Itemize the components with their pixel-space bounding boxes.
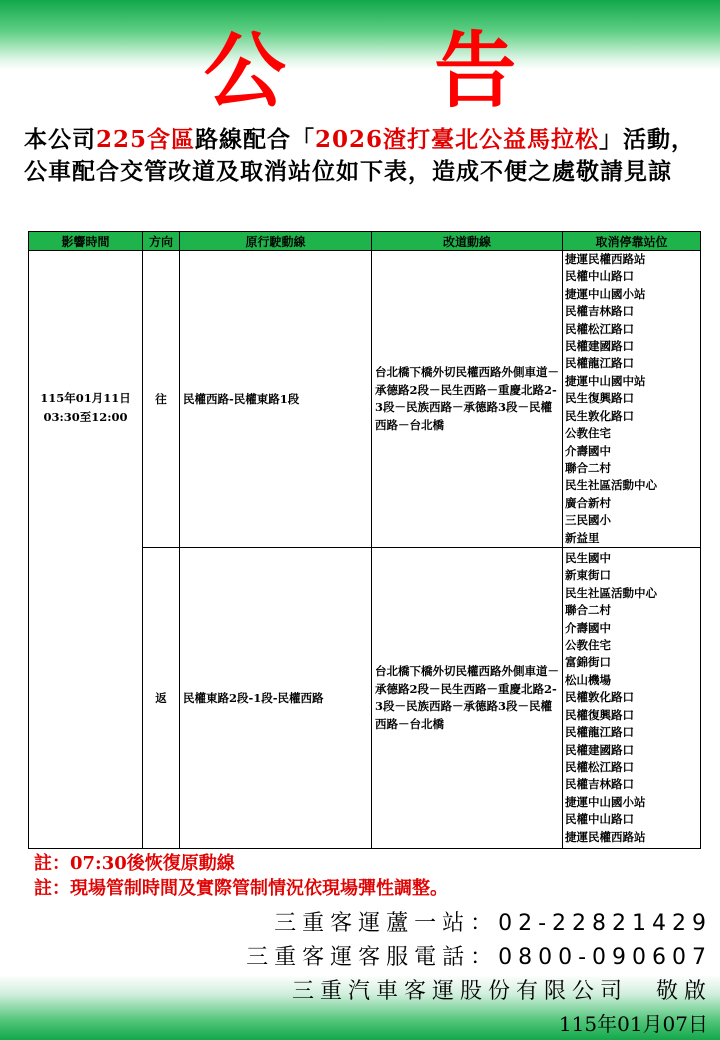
- notice-title: 公 告: [203, 24, 577, 119]
- stop-item: 新東街口: [565, 568, 611, 583]
- intro-event-name: 2026渣打臺北公益馬拉松: [315, 126, 600, 153]
- stop-item: 民生社區活動中心: [565, 478, 657, 493]
- stop-item: 民權建國路口: [565, 339, 634, 354]
- direction-outbound: 往: [143, 251, 180, 548]
- stop-item: 民權復興路口: [565, 707, 634, 722]
- stop-item: 新益里: [565, 530, 600, 545]
- detour-route-outbound: 台北橋下橋外切民權西路外側車道－承德路2段－民生西路－重慶北路2-3段－民族西路－承德路3段－民權西路－台北橋: [372, 251, 563, 548]
- stop-item: 民權中山路口: [565, 812, 634, 827]
- service-phone: 三重客運客服電話：0800-090607: [246, 945, 712, 970]
- station-phone: 三重客運蘆一站：02-22821429: [274, 911, 712, 936]
- stop-item: 松山機場: [565, 672, 611, 687]
- notes-block: [34, 851, 448, 901]
- stop-item: 民權吉林路口: [565, 304, 634, 319]
- issue-date: 115年01月07日: [558, 1012, 708, 1036]
- stop-item: 介壽國中: [565, 443, 611, 458]
- intro-route-count: 225含區: [96, 126, 196, 153]
- affected-hours: 03:30至12:00: [43, 410, 128, 424]
- header-cancelled-stops: 取消停靠站位: [563, 232, 701, 251]
- intro-text-1: 本公司: [24, 126, 96, 153]
- stop-item: 捷運中山國小站: [565, 794, 646, 809]
- stop-item: 民權吉林路口: [565, 777, 634, 792]
- note-item: 註：現場管制時間及實際管制情況依現場彈性調整。: [34, 878, 448, 899]
- stop-item: 民權龍江路口: [565, 725, 634, 740]
- intro-paragraph: [24, 124, 700, 188]
- header-direction: 方向: [143, 232, 180, 251]
- header-detour-route: 改道動線: [372, 232, 563, 251]
- table-header-row: [29, 232, 701, 251]
- stop-item: 民權敦化路口: [565, 690, 634, 705]
- stop-item: 民權龍江路口: [565, 356, 634, 371]
- stop-item: 民生復興路口: [565, 391, 634, 406]
- cancelled-stops-return: [563, 548, 701, 849]
- stop-item: 聯合二村: [565, 460, 611, 475]
- intro-text-2: 路線配合「: [195, 126, 316, 153]
- stop-item: 公教住宅: [565, 426, 611, 441]
- stop-item: 民權建國路口: [565, 742, 634, 757]
- stop-item: 民生敦化路口: [565, 408, 634, 423]
- cancelled-stops-outbound: [563, 251, 701, 548]
- detour-route-return: 台北橋下橋外切民權西路外側車道－承德路2段－民生西路－重慶北路2-3段－民族西路－承德路3段－民權西路－台北橋: [372, 548, 563, 849]
- affected-time-cell: [29, 251, 143, 849]
- company-signature: 三重汽車客運股份有限公司 敬啟: [291, 979, 712, 1004]
- original-route-outbound: 民權西路-民權東路1段: [180, 251, 372, 548]
- header-time: 影響時間: [29, 232, 143, 251]
- stop-item: 捷運中山國中站: [565, 373, 646, 388]
- original-route-return: 民權東路2段-1段-民權西路: [180, 548, 372, 849]
- stop-item: 介壽國中: [565, 620, 611, 635]
- stop-item: 捷運民權西路站: [565, 829, 646, 844]
- stop-item: 公教住宅: [565, 638, 611, 653]
- note-item: 註：07:30後恢復原動線: [34, 853, 235, 874]
- stop-item: 三民國小: [565, 513, 611, 528]
- stop-item: 民權松江路口: [565, 759, 634, 774]
- stop-item: 民權松江路口: [565, 321, 634, 336]
- table-row-outbound: [29, 251, 701, 548]
- stop-item: 廣合新村: [565, 495, 611, 510]
- stop-item: 捷運中山國小站: [565, 286, 646, 301]
- stop-item: 民生國中: [565, 551, 611, 566]
- stop-item: 民生社區活動中心: [565, 585, 657, 600]
- detour-table: [28, 231, 701, 849]
- stop-item: 捷運民權西路站: [565, 252, 646, 267]
- affected-date: 115年01月11日: [40, 391, 131, 405]
- stop-item: 富錦街口: [565, 655, 611, 670]
- header-original-route: 原行駛動線: [180, 232, 372, 251]
- direction-return: 返: [143, 548, 180, 849]
- stop-item: 民權中山路口: [565, 269, 634, 284]
- intro-text-3: 」活動，公車配合交管改道及取消站位如下表，造成不便之處敬請見諒: [24, 126, 696, 185]
- stop-item: 聯合二村: [565, 603, 611, 618]
